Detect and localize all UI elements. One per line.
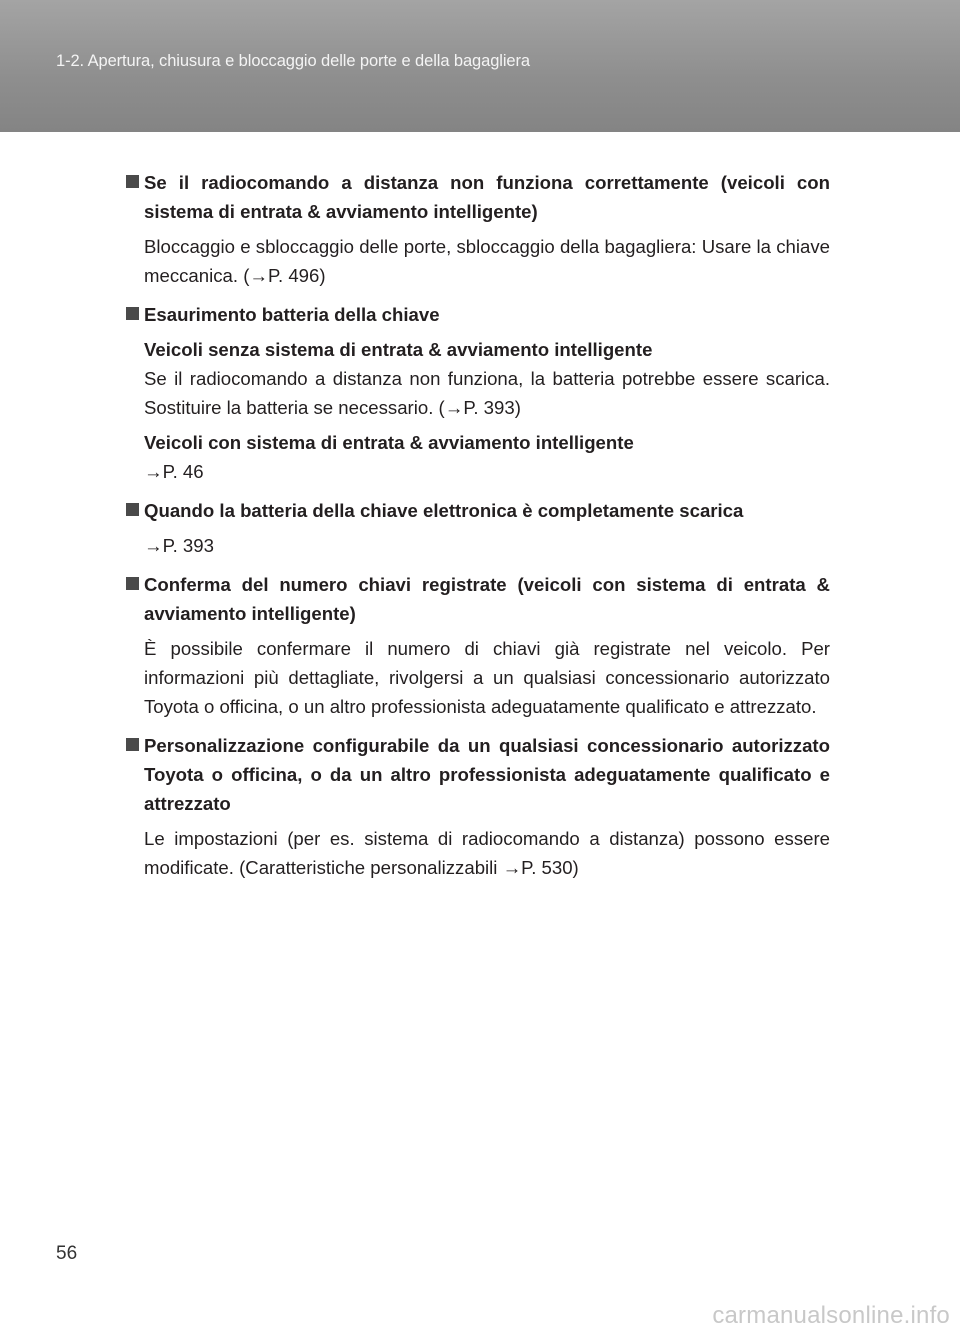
section-electronic-key-dead — [126, 496, 830, 560]
watermark: carmanualsonline.info — [712, 1302, 950, 1329]
square-bullet-icon — [126, 577, 139, 590]
page-number: 56 — [56, 1243, 78, 1264]
section-heading: Conferma del numero chiavi registrate (veicoli con sistema di entrata & avviamento intelligente) — [126, 570, 830, 628]
section-heading: Se il radiocomando a distanza non funziona correttamente (veicoli con sistema di entrata & avviamento intelligente) — [126, 168, 830, 226]
section-body: →P. 46 — [144, 461, 204, 482]
section-registered-keys — [126, 570, 830, 721]
section-heading: Esaurimento batteria della chiave — [126, 300, 830, 329]
square-bullet-icon — [126, 307, 139, 320]
section-body: Bloccaggio e sbloccaggio delle porte, sbloccaggio della bagagliera: Usare la chiave meccanica. (→P. 496) — [144, 236, 830, 286]
section-key-battery — [126, 300, 830, 486]
section-body: →P. 393 — [144, 535, 214, 556]
subheading: Veicoli con sistema di entrata & avviamento intelligente — [144, 432, 634, 453]
section-body: È possibile confermare il numero di chiavi già registrate nel veicolo. Per informazioni più dettagliate, rivolgersi a un qualsiasi concessionario autorizzato Toyota o officina, o un altro professionista adeguatamente qualificato e attrezzato. — [144, 638, 830, 717]
section-remote-malfunction — [126, 168, 830, 290]
section-heading: Quando la batteria della chiave elettronica è completamente scarica — [126, 496, 830, 525]
square-bullet-icon — [126, 503, 139, 516]
chapter-title: 1-2. Apertura, chiusura e bloccaggio delle porte e della bagagliera — [56, 52, 530, 70]
section-customization — [126, 731, 830, 882]
square-bullet-icon — [126, 738, 139, 751]
section-heading: Personalizzazione configurabile da un qualsiasi concessionario autorizzato Toyota o officina, o da un altro professionista adeguatamente qualificato e attrezzato — [126, 731, 830, 818]
chapter-header — [0, 0, 960, 132]
section-body: Le impostazioni (per es. sistema di radiocomando a distanza) possono essere modificate. (Caratteristiche personalizzabili →P. 530) — [144, 828, 830, 878]
section-body: Se il radiocomando a distanza non funziona, la batteria potrebbe essere scarica. Sostituire la batteria se necessario. (→P. 393) — [144, 368, 830, 418]
square-bullet-icon — [126, 175, 139, 188]
subheading: Veicoli senza sistema di entrata & avviamento intelligente — [144, 339, 653, 360]
page-content — [126, 168, 830, 882]
